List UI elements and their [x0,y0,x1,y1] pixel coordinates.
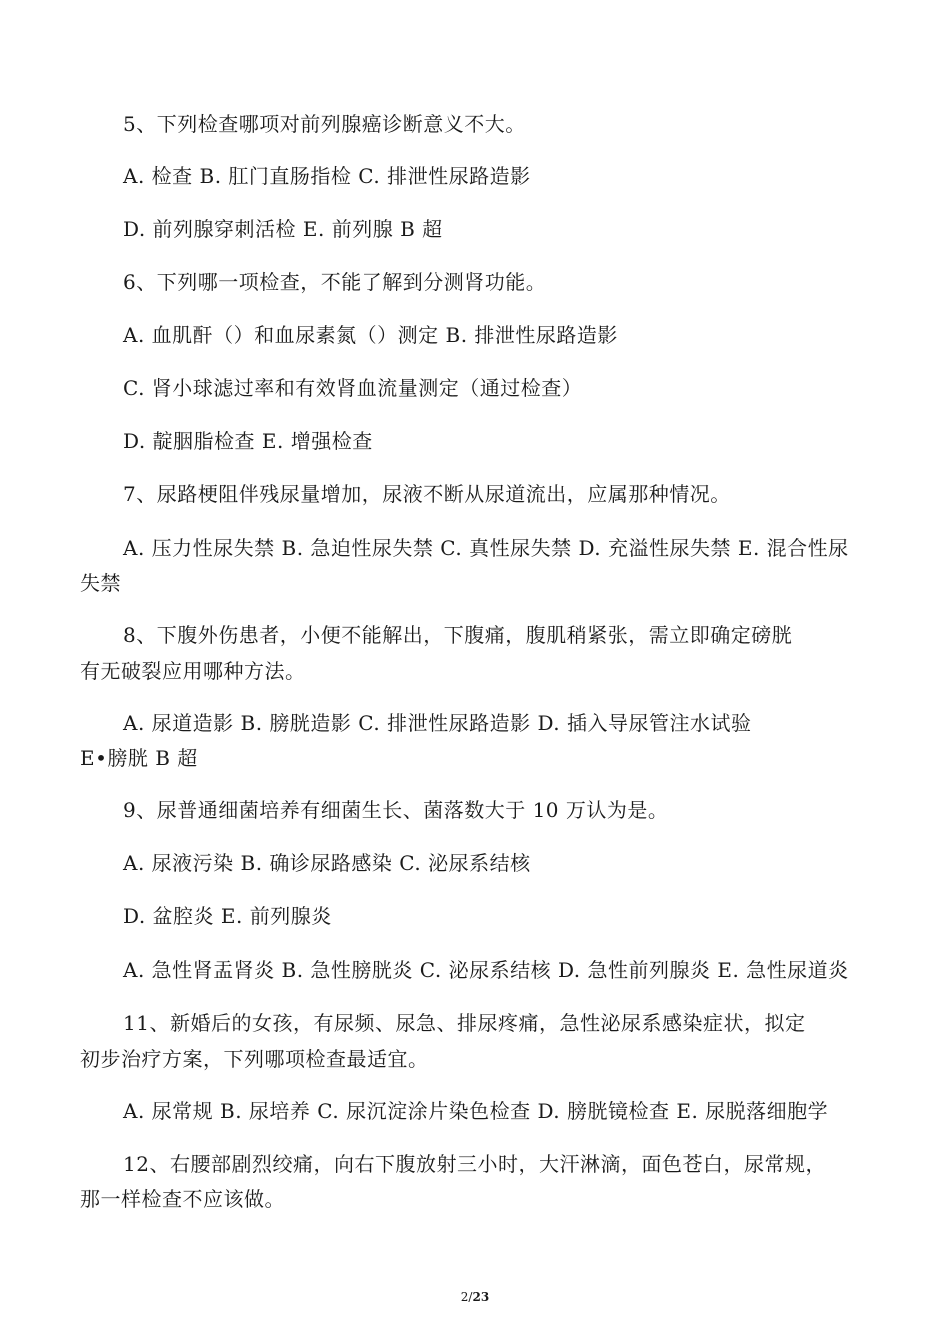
question-9-text: 9、尿普通细菌培养有细菌生长、菌落数大于 10 万认为是。 [123,798,669,822]
question-6-option-c: C. 肾小球滤过率和有效肾血流量测定（通过检查） [123,376,583,400]
question-12-text-continued: 那一样检查不应该做。 [80,1187,285,1211]
question-6-options-d-e: D. 靛胭脂检查 E. 增强检查 [123,429,373,453]
question-11-text: 11、新婚后的女孩，有尿频、尿急、排尿疼痛，急性泌尿系感染症状，拟定 [123,1011,806,1035]
question-5-options-a-c: A. 检查 B. 肛门直肠指检 C. 排泄性尿路造影 [123,164,531,188]
question-9-options-a-c: A. 尿液污染 B. 确诊尿路感染 C. 泌尿系结核 [123,851,531,875]
question-11-text-continued: 初步治疗方案，下列哪项检查最适宜。 [80,1047,429,1071]
question-9-options-d-e: D. 盆腔炎 E. 前列腺炎 [123,904,332,928]
question-8-option-e: E•膀胱 B 超 [80,746,198,770]
page-number-current: 2/ [460,1290,473,1304]
question-8-options: A. 尿道造影 B. 膀胱造影 C. 排泄性尿路造影 D. 插入导尿管注水试验 [123,711,752,735]
question-6-options-a-b: A. 血肌酐（）和血尿素氮（）测定 B. 排泄性尿路造影 [123,323,618,347]
question-5-text: 5、下列检查哪项对前列腺癌诊断意义不大。 [123,112,526,136]
question-5-options-d-e: D. 前列腺穿刺活检 E. 前列腺 B 超 [123,217,443,241]
page-number-total: 23 [472,1290,490,1304]
question-7-options-continued: 失禁 [80,571,121,595]
question-7-text: 7、尿路梗阻伴残尿量增加，尿液不断从尿道流出，应属那种情况。 [123,482,731,506]
question-6-text: 6、下列哪一项检查，不能了解到分测肾功能。 [123,270,547,294]
question-12-text: 12、右腰部剧烈绞痛，向右下腹放射三小时，大汗淋滴，面色苍白，尿常规， [123,1152,826,1176]
question-7-options: A. 压力性尿失禁 B. 急迫性尿失禁 C. 真性尿失禁 D. 充溢性尿失禁 E. 混合性尿 [123,536,849,560]
question-10-options: A. 急性肾盂肾炎 B. 急性膀胱炎 C. 泌尿系结核 D. 急性前列腺炎 E. 急性尿道炎 [123,958,849,982]
question-8-text: 8、下腹外伤患者，小便不能解出，下腹痛，腹肌稍紧张，需立即确定磅胱 [123,623,793,647]
question-8-text-continued: 有无破裂应用哪种方法。 [80,659,306,683]
question-11-options: A. 尿常规 B. 尿培养 C. 尿沉淀涂片染色检查 D. 膀胱镜检查 E. 尿脱落细胞学 [123,1099,829,1123]
page-number [0,1290,950,1304]
